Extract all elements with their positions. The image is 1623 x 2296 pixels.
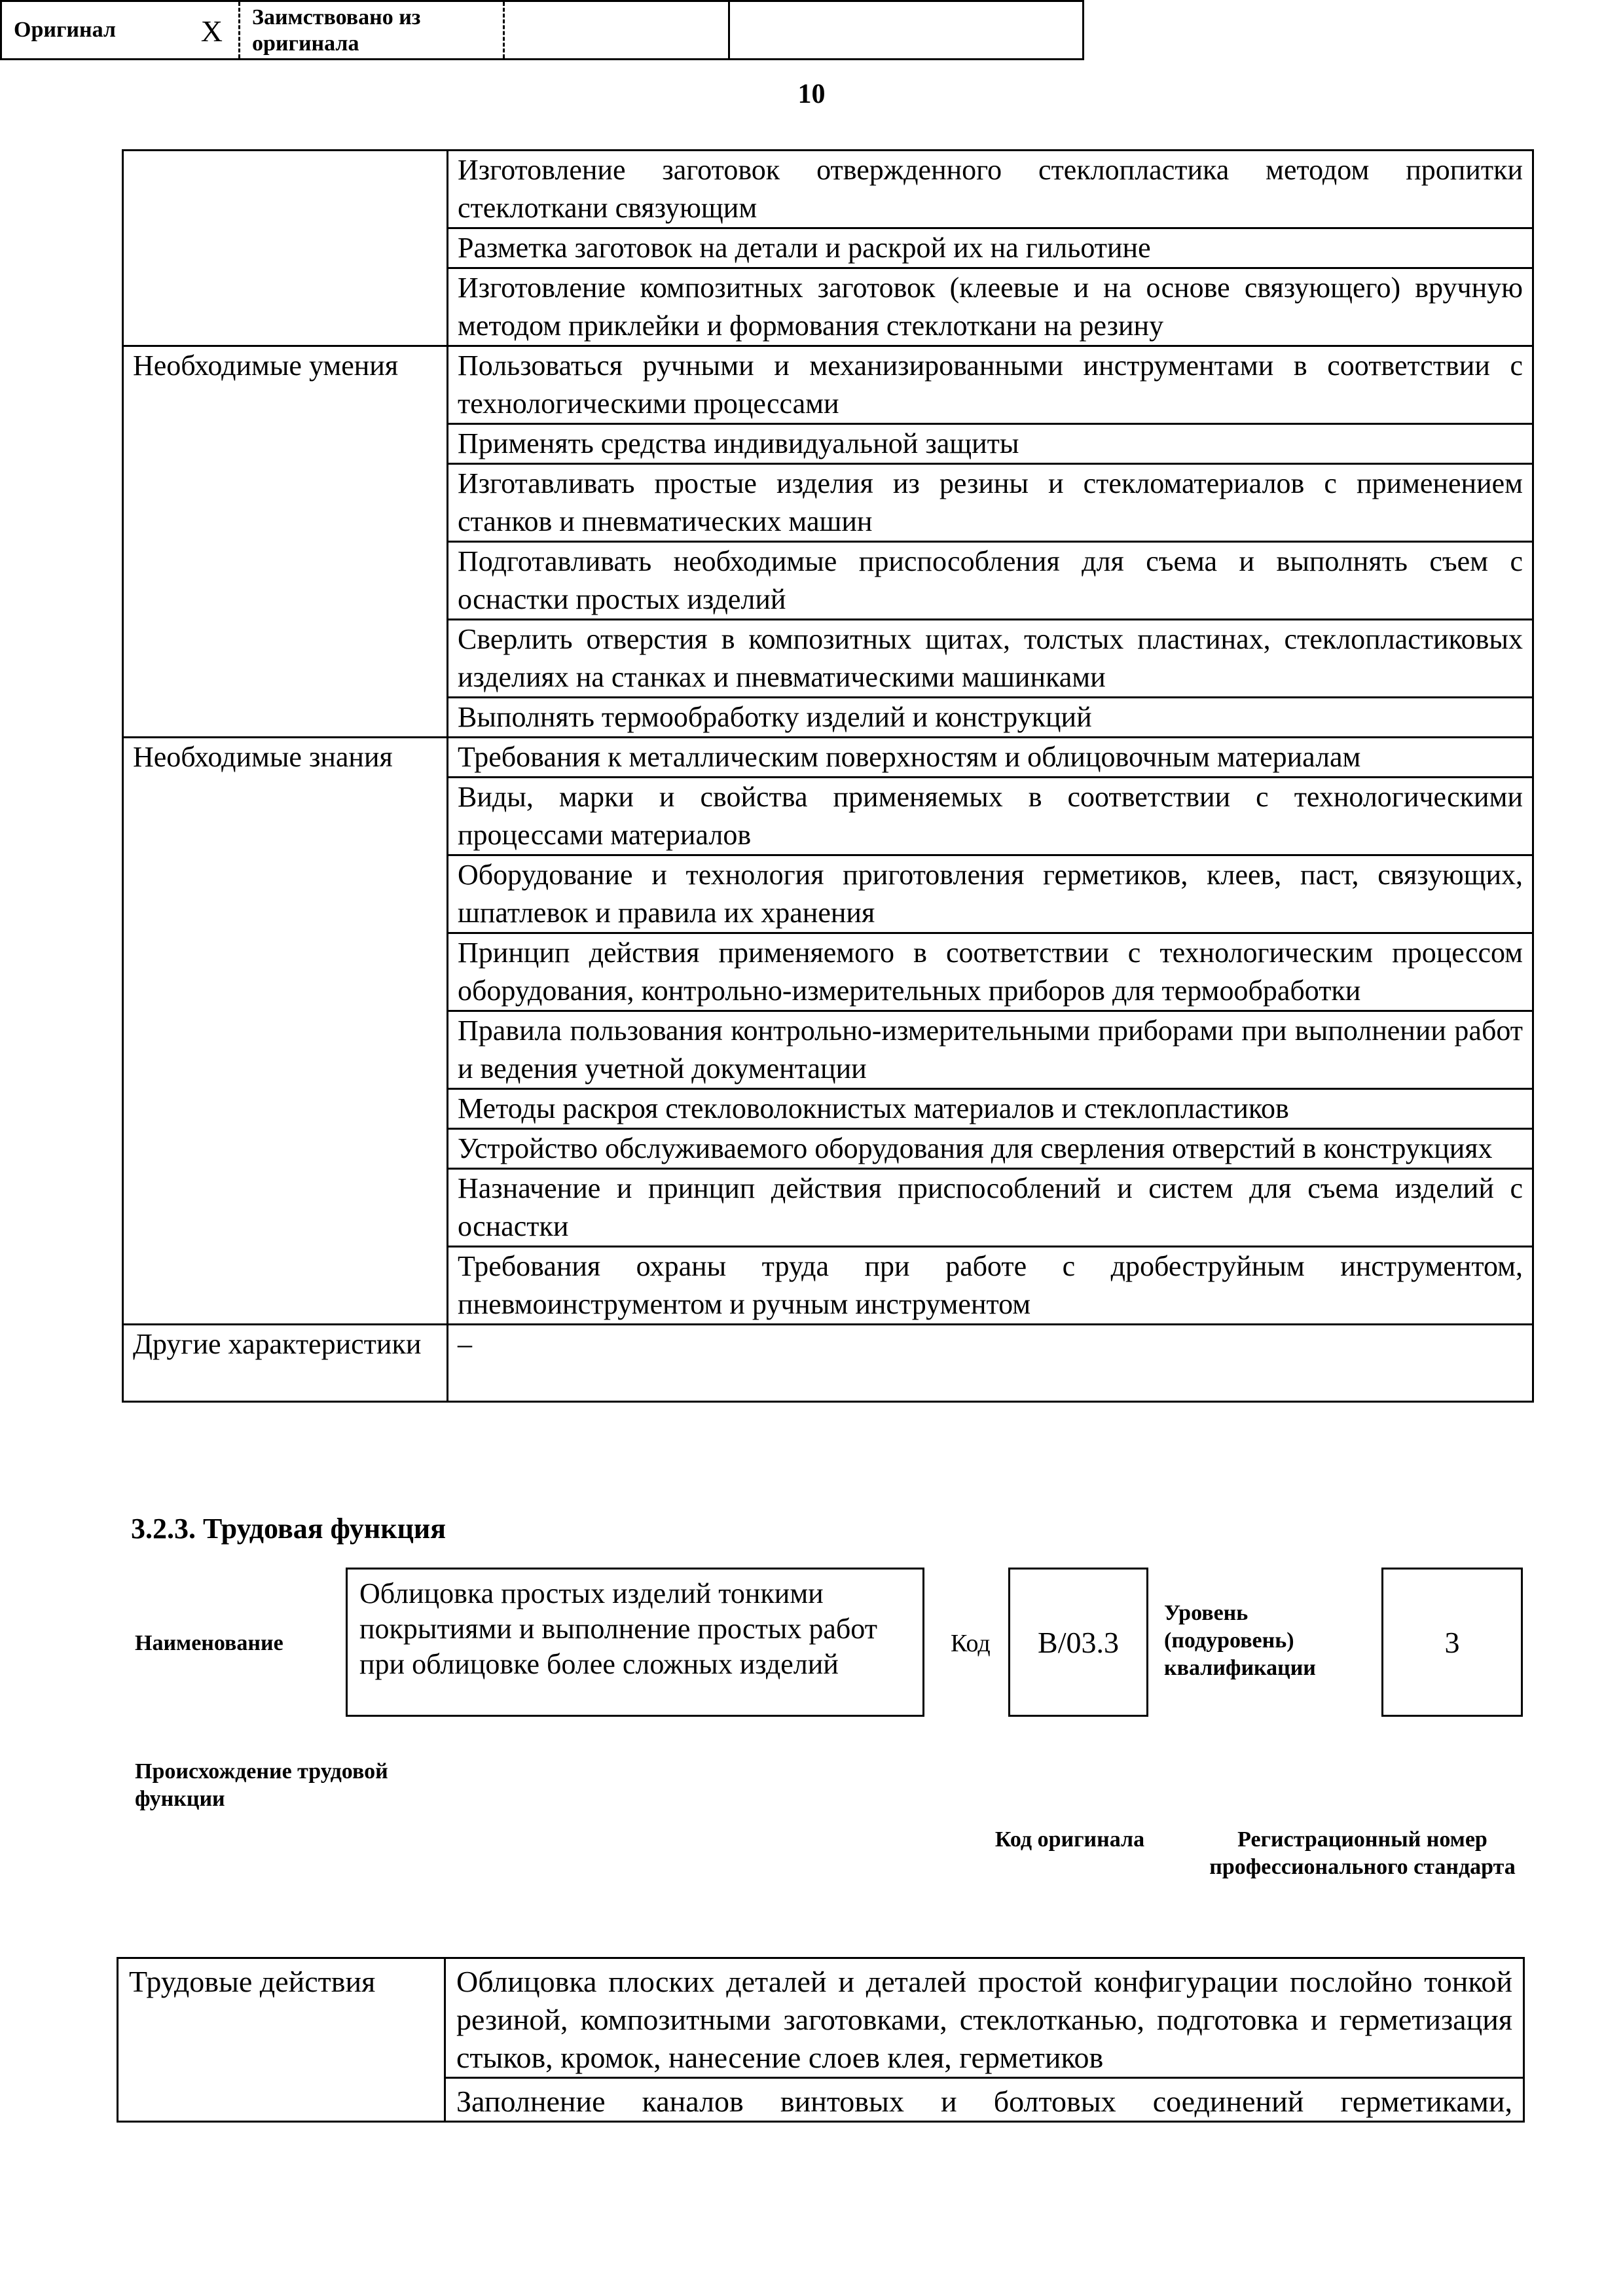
section-heading: 3.2.3. Трудовая функция bbox=[131, 1513, 447, 1545]
page-number: 10 bbox=[797, 79, 826, 109]
row-label bbox=[123, 151, 448, 346]
table-cell: Изготовление заготовок отвержденного стеклопластика методом пропитки стеклоткани связующим bbox=[448, 151, 1533, 228]
qualification-requirements-table bbox=[122, 149, 1534, 1403]
table-cell: Применять средства индивидуальной защиты bbox=[448, 424, 1533, 464]
table-cell: – bbox=[448, 1325, 1533, 1402]
original-mark: X bbox=[200, 14, 223, 48]
level-box: 3 bbox=[1381, 1568, 1523, 1717]
table-cell: Разметка заготовок на детали и раскрой их на гильотине bbox=[448, 228, 1533, 268]
code-label: Код bbox=[951, 1630, 991, 1657]
table-cell: Виды, марки и свойства применяемых в соответствии с технологическими процессами материалов bbox=[448, 778, 1533, 855]
name-label: Наименование bbox=[135, 1631, 283, 1655]
table-cell: Облицовка плоских деталей и деталей простой конфигурации послойно тонкой резиной, композитными заготовками, стеклотканью, подготовка и герметизация стыков, кромок, нанесение слоев клея, герметиков bbox=[445, 1958, 1524, 2078]
row-label-knowledge: Необходимые знания bbox=[123, 738, 448, 1325]
original-cell bbox=[2, 2, 240, 58]
table-cell: Изготовление композитных заготовок (клеевые и на основе связующего) вручную методом приклейки и формования стеклоткани на резину bbox=[448, 268, 1533, 346]
table-cell: Методы раскроя стекловолокнистых материалов и стеклопластиков bbox=[448, 1089, 1533, 1129]
level-label: Уровень (подуровень) квалификации bbox=[1164, 1601, 1316, 1680]
reg-number-label: Регистрационный номер профессионального стандарта bbox=[1209, 1827, 1516, 1879]
row-label-actions: Трудовые действия bbox=[118, 1958, 445, 2122]
table-cell: Устройство обслуживаемого оборудования для сверления отверстий в конструкциях bbox=[448, 1129, 1533, 1169]
origin-label: Происхождение трудовой функции bbox=[135, 1759, 388, 1811]
reg-number-cell bbox=[730, 2, 1082, 58]
code-original-label: Код оригинала bbox=[994, 1827, 1145, 1852]
code-box: В/03.3 bbox=[1008, 1568, 1148, 1717]
original-label: Оригинал bbox=[14, 18, 116, 42]
table-row bbox=[118, 1958, 1524, 2078]
table-row bbox=[123, 346, 1533, 424]
row-label-skills: Необходимые умения bbox=[123, 346, 448, 738]
labor-actions-table bbox=[117, 1957, 1525, 2123]
table-cell: Заполнение каналов винтовых и болтовых соединений герметиками, bbox=[445, 2078, 1524, 2122]
origin-box bbox=[0, 0, 1084, 60]
table-row bbox=[123, 1325, 1533, 1402]
table-row bbox=[123, 151, 1533, 228]
table-cell: Назначение и принцип действия приспособлений и систем для съема изделий с оснастки bbox=[448, 1169, 1533, 1247]
table-cell: Подготавливать необходимые приспособления для съема и выполнять съем с оснастки простых изделий bbox=[448, 542, 1533, 620]
table-cell: Правила пользования контрольно-измерительными приборами при выполнении работ и ведения учетной документации bbox=[448, 1011, 1533, 1089]
table-cell: Принцип действия применяемого в соответствии с технологическим процессом оборудования, контрольно-измерительных приборов для термообработки bbox=[448, 933, 1533, 1011]
table-cell: Требования охраны труда при работе с дробеструйным инструментом, пневмоинструментом и ручным инструментом bbox=[448, 1247, 1533, 1325]
row-label-other: Другие характеристики bbox=[123, 1325, 448, 1402]
table-cell: Требования к металлическим поверхностям и облицовочным материалам bbox=[448, 738, 1533, 778]
table-cell: Оборудование и технология приготовления герметиков, клеев, паст, связующих, шпатлевок и правила их хранения bbox=[448, 855, 1533, 933]
table-cell: Пользоваться ручными и механизированными инструментами в соответствии с технологическими процессами bbox=[448, 346, 1533, 424]
borrowed-label: Заимствовано из оригинала bbox=[240, 2, 505, 58]
code-original-cell bbox=[505, 2, 730, 58]
table-cell: Выполнять термообработку изделий и конструкций bbox=[448, 698, 1533, 738]
table-row bbox=[123, 738, 1533, 778]
function-name-box: Облицовка простых изделий тонкими покрытиями и выполнение простых работ при облицовке более сложных изделий bbox=[346, 1568, 924, 1717]
table-cell: Сверлить отверстия в композитных щитах, толстых пластинах, стеклопластиковых изделиях на станках и пневматическими машинками bbox=[448, 620, 1533, 698]
table-cell: Изготавливать простые изделия из резины и стекломатериалов с применением станков и пневматических машин bbox=[448, 464, 1533, 542]
